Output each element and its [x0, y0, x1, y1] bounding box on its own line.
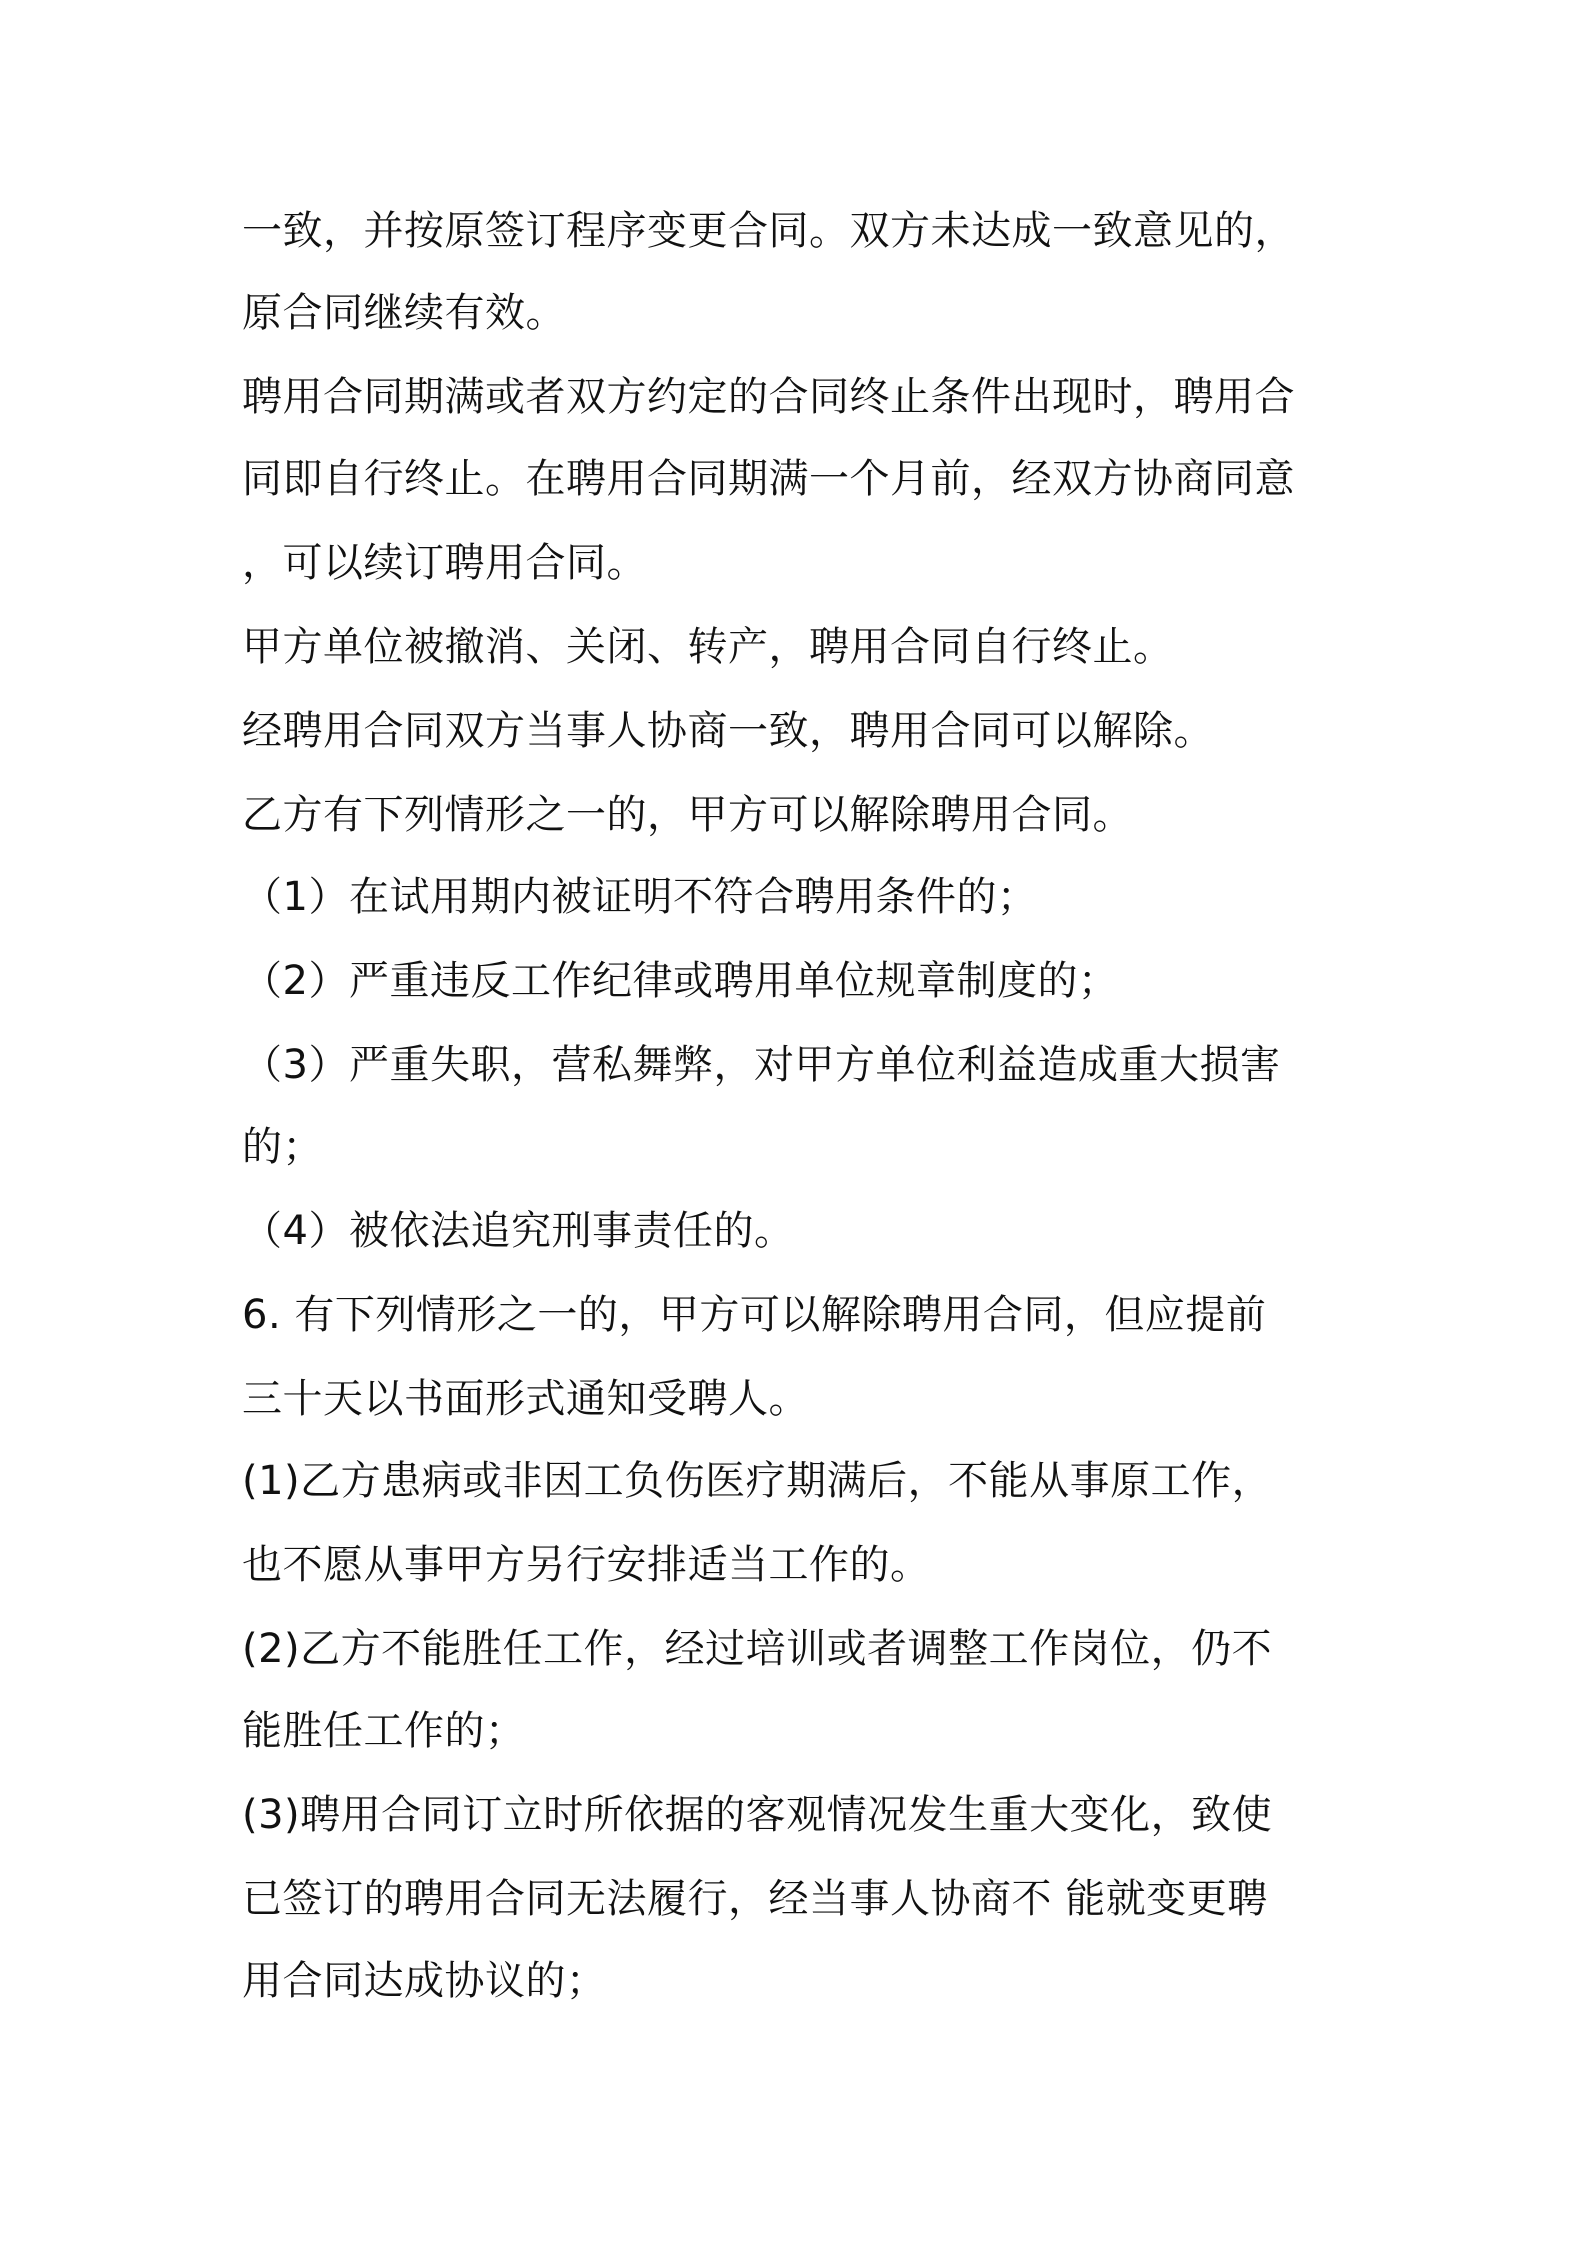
- numbered-item: （1）在试用期内被证明不符合聘用条件的；: [242, 874, 1038, 920]
- text-line: 也不愿从事甲方另行安排适当工作的。: [242, 1542, 931, 1588]
- text-line: 乙方有下列情形之一的，甲方可以解除聘用合同。: [242, 792, 1133, 838]
- numbered-item: （2）严重违反工作纪律或聘用单位规章制度的；: [242, 958, 1119, 1004]
- text-line: 一致，并按原签订程序变更合同。双方未达成一致意见的，: [242, 208, 1295, 254]
- numbered-item: 6. 有下列情形之一的，甲方可以解除聘用合同，但应提前: [242, 1292, 1267, 1338]
- numbered-item: (3)聘用合同订立时所依据的客观情况发生重大变化，致使: [242, 1792, 1273, 1838]
- numbered-item: (2)乙方不能胜任工作，经过培训或者调整工作岗位，仍不: [242, 1626, 1273, 1672]
- text-line: 原合同继续有效。: [242, 290, 566, 336]
- text-line: 甲方单位被撤消、关闭、转产，聘用合同自行终止。: [242, 624, 1174, 670]
- text-line: 已签订的聘用合同无法履行，经当事人协商不 能就变更聘: [242, 1876, 1268, 1922]
- text-line: 聘用合同期满或者双方约定的合同终止条件出现时，聘用合: [242, 374, 1295, 420]
- text-line: 的；: [242, 1124, 323, 1170]
- text-line: ，可以续订聘用合同。: [242, 540, 647, 586]
- text-line: 三十天以书面形式通知受聘人。: [242, 1376, 809, 1422]
- numbered-item: (1)乙方患病或非因工负伤医疗期满后，不能从事原工作，: [242, 1458, 1273, 1504]
- text-line: 能胜任工作的；: [242, 1708, 526, 1754]
- numbered-item: （4）被依法追究刑事责任的。: [242, 1208, 795, 1254]
- text-line: 经聘用合同双方当事人协商一致，聘用合同可以解除。: [242, 708, 1214, 754]
- numbered-item: （3）严重失职，营私舞弊，对甲方单位利益造成重大损害: [242, 1042, 1281, 1088]
- text-line: 用合同达成协议的；: [242, 1958, 607, 2004]
- text-line: 同即自行终止。在聘用合同期满一个月前，经双方协商同意: [242, 456, 1295, 502]
